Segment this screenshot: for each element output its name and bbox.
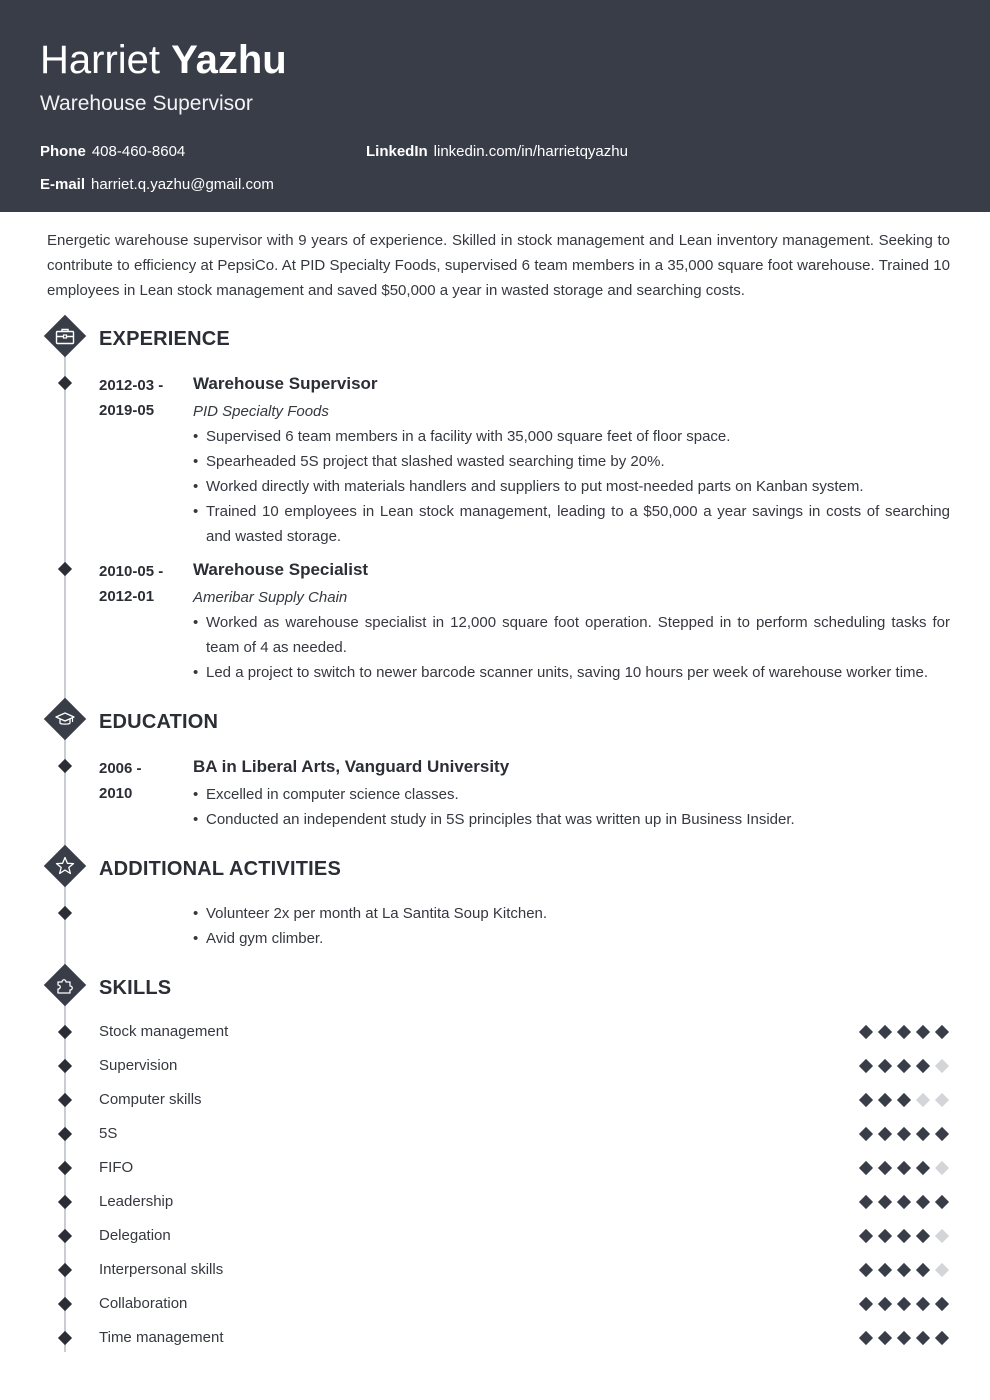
skill-rating <box>859 1229 951 1243</box>
list-item: • Led a project to switch to newer barcode scanner units, saving 10 hours per week of warehouse worker time. <box>193 660 950 685</box>
rating-diamond-filled <box>878 1297 892 1311</box>
rating-diamond-filled <box>859 1025 873 1039</box>
timeline-dot <box>58 1263 72 1277</box>
skill-name: Collaboration <box>99 1295 188 1312</box>
rating-diamond-filled <box>878 1161 892 1175</box>
rating-diamond-filled <box>878 1229 892 1243</box>
skill-name: Computer skills <box>99 1091 202 1108</box>
star-icon <box>54 855 76 877</box>
rating-diamond-filled <box>897 1059 911 1073</box>
rating-diamond-filled <box>859 1331 873 1345</box>
timeline-dot <box>58 1331 72 1345</box>
rating-diamond-filled <box>878 1195 892 1209</box>
contact-email <box>40 176 274 194</box>
rating-diamond-filled <box>878 1059 892 1073</box>
email-label: E-mail <box>40 176 86 193</box>
list-item: • Trained 10 employees in Lean stock management, leading to a $50,000 a year savings in costs of searching and wasted storage. <box>193 499 950 549</box>
education-date-end: 2010 <box>99 785 133 802</box>
rating-diamond-filled <box>916 1059 930 1073</box>
activities-section-marker <box>43 844 87 888</box>
job-dates <box>99 559 189 609</box>
rating-diamond-filled <box>935 1331 949 1345</box>
graduation-cap-icon <box>54 708 76 730</box>
skill-name: Delegation <box>99 1227 171 1244</box>
rating-diamond-filled <box>859 1263 873 1277</box>
timeline-dot <box>58 1093 72 1107</box>
rating-diamond-filled <box>897 1229 911 1243</box>
rating-diamond-filled <box>897 1263 911 1277</box>
education-section-marker <box>43 697 87 741</box>
rating-diamond-filled <box>916 1229 930 1243</box>
rating-diamond-filled <box>935 1297 949 1311</box>
rating-diamond-filled <box>878 1127 892 1141</box>
rating-diamond-filled <box>916 1331 930 1345</box>
job-date-start: 2012-03 - <box>99 377 164 394</box>
timeline-dot <box>58 759 72 773</box>
timeline-dot <box>58 1127 72 1141</box>
education-dates <box>99 756 189 806</box>
candidate-title: Warehouse Supervisor <box>40 92 253 115</box>
rating-diamond-filled <box>859 1297 873 1311</box>
rating-diamond-filled <box>878 1331 892 1345</box>
experience-heading: EXPERIENCE <box>99 328 230 350</box>
timeline-dot <box>58 1195 72 1209</box>
skills-section-marker <box>43 963 87 1007</box>
job-date-end: 2012-01 <box>99 588 155 605</box>
skill-name: Leadership <box>99 1193 174 1210</box>
skill-name: Time management <box>99 1329 224 1346</box>
skill-rating <box>859 1195 951 1209</box>
job-title: Warehouse Supervisor <box>193 374 378 393</box>
phone-label: Phone <box>40 143 86 160</box>
rating-diamond-filled <box>916 1297 930 1311</box>
list-item: • Avid gym climber. <box>193 926 950 951</box>
linkedin-label: LinkedIn <box>366 143 428 160</box>
skill-rating <box>859 1331 951 1345</box>
rating-diamond-filled <box>897 1297 911 1311</box>
job-date-start: 2010-05 - <box>99 563 164 580</box>
rating-diamond-empty <box>935 1093 949 1107</box>
job-company: Ameribar Supply Chain <box>193 589 348 606</box>
rating-diamond-empty <box>935 1059 949 1073</box>
skill-rating <box>859 1127 951 1141</box>
education-degree: BA in Liberal Arts, Vanguard University <box>193 757 510 776</box>
rating-diamond-filled <box>859 1229 873 1243</box>
rating-diamond-filled <box>878 1025 892 1039</box>
resume-header <box>0 0 990 212</box>
timeline-dot <box>58 906 72 920</box>
skill-rating <box>859 1161 951 1175</box>
linkedin-link[interactable]: linkedin.com/in/harrietqyazhu <box>433 143 628 160</box>
job-bullets <box>193 424 950 549</box>
job-dates <box>99 373 189 423</box>
rating-diamond-filled <box>935 1025 949 1039</box>
rating-diamond-filled <box>897 1331 911 1345</box>
skill-rating <box>859 1093 951 1107</box>
list-item: • Excelled in computer science classes. <box>193 782 950 807</box>
job-company: PID Specialty Foods <box>193 403 329 420</box>
rating-diamond-filled <box>859 1161 873 1175</box>
education-date-start: 2006 - <box>99 760 142 777</box>
job-date-end: 2019-05 <box>99 402 155 419</box>
timeline-dot <box>58 1161 72 1175</box>
experience-section-marker <box>43 314 87 358</box>
education-bullets <box>193 782 950 832</box>
rating-diamond-filled <box>878 1263 892 1277</box>
skill-name: Stock management <box>99 1023 229 1040</box>
rating-diamond-filled <box>859 1059 873 1073</box>
candidate-name <box>40 36 287 84</box>
rating-diamond-filled <box>878 1093 892 1107</box>
skill-rating <box>859 1025 951 1039</box>
rating-diamond-filled <box>859 1195 873 1209</box>
rating-diamond-filled <box>935 1127 949 1141</box>
rating-diamond-empty <box>916 1093 930 1107</box>
education-heading: EDUCATION <box>99 711 219 733</box>
rating-diamond-filled <box>897 1025 911 1039</box>
skill-name: FIFO <box>99 1159 134 1176</box>
puzzle-icon <box>54 974 76 996</box>
rating-diamond-empty <box>935 1263 949 1277</box>
last-name: Yazhu <box>171 38 287 82</box>
skill-rating <box>859 1059 951 1073</box>
rating-diamond-filled <box>859 1093 873 1107</box>
briefcase-icon <box>54 325 76 347</box>
rating-diamond-empty <box>935 1161 949 1175</box>
rating-diamond-filled <box>916 1263 930 1277</box>
skill-rating <box>859 1297 951 1311</box>
rating-diamond-filled <box>897 1195 911 1209</box>
skill-rating <box>859 1263 951 1277</box>
rating-diamond-filled <box>916 1025 930 1039</box>
list-item: • Conducted an independent study in 5S principles that was written up in Business Insider. <box>193 807 950 832</box>
skill-name: 5S <box>99 1125 118 1142</box>
rating-diamond-filled <box>916 1161 930 1175</box>
rating-diamond-empty <box>935 1229 949 1243</box>
list-item: • Worked as warehouse specialist in 12,000 square foot operation. Stepped in to perform scheduling tasks for team of 4 as needed. <box>193 610 950 660</box>
rating-diamond-filled <box>935 1195 949 1209</box>
timeline-dot <box>58 1025 72 1039</box>
activities-heading: ADDITIONAL ACTIVITIES <box>99 858 341 880</box>
timeline-dot <box>58 1297 72 1311</box>
skills-heading: SKILLS <box>99 977 172 999</box>
rating-diamond-filled <box>897 1161 911 1175</box>
rating-diamond-filled <box>897 1093 911 1107</box>
rating-diamond-filled <box>916 1195 930 1209</box>
first-name: Harriet <box>40 38 161 82</box>
rating-diamond-filled <box>916 1127 930 1141</box>
timeline-dot <box>58 376 72 390</box>
skill-name: Supervision <box>99 1057 178 1074</box>
list-item: • Worked directly with materials handlers and suppliers to put most-needed parts on Kanban system. <box>193 474 950 499</box>
timeline-dot <box>58 562 72 576</box>
job-title: Warehouse Specialist <box>193 560 369 579</box>
list-item: • Spearheaded 5S project that slashed wasted searching time by 20%. <box>193 449 950 474</box>
rating-diamond-filled <box>897 1127 911 1141</box>
profile-summary: Energetic warehouse supervisor with 9 years of experience. Skilled in stock management and Lean inventory management. Seeking to contribute to efficiency at PepsiCo. At PID Specialty Foods, supervised 6 team members in a 35,000 square foot warehouse. Trained 10 employees in Lean stock management and saved $50,000 a year in wasted storage and searching costs. <box>47 232 950 299</box>
timeline-dot <box>58 1059 72 1073</box>
list-item: • Supervised 6 team members in a facility with 35,000 square feet of floor space. <box>193 424 950 449</box>
job-bullets <box>193 610 950 685</box>
timeline-dot <box>58 1229 72 1243</box>
rating-diamond-filled <box>859 1127 873 1141</box>
contact-phone <box>40 143 185 161</box>
email-link[interactable]: harriet.q.yazhu@gmail.com <box>91 176 274 193</box>
activities-bullets <box>193 901 950 951</box>
contact-linkedin <box>366 143 628 161</box>
list-item: • Volunteer 2x per month at La Santita Soup Kitchen. <box>193 901 950 926</box>
skill-name: Interpersonal skills <box>99 1261 224 1278</box>
phone-value[interactable]: 408-460-8604 <box>91 143 186 160</box>
